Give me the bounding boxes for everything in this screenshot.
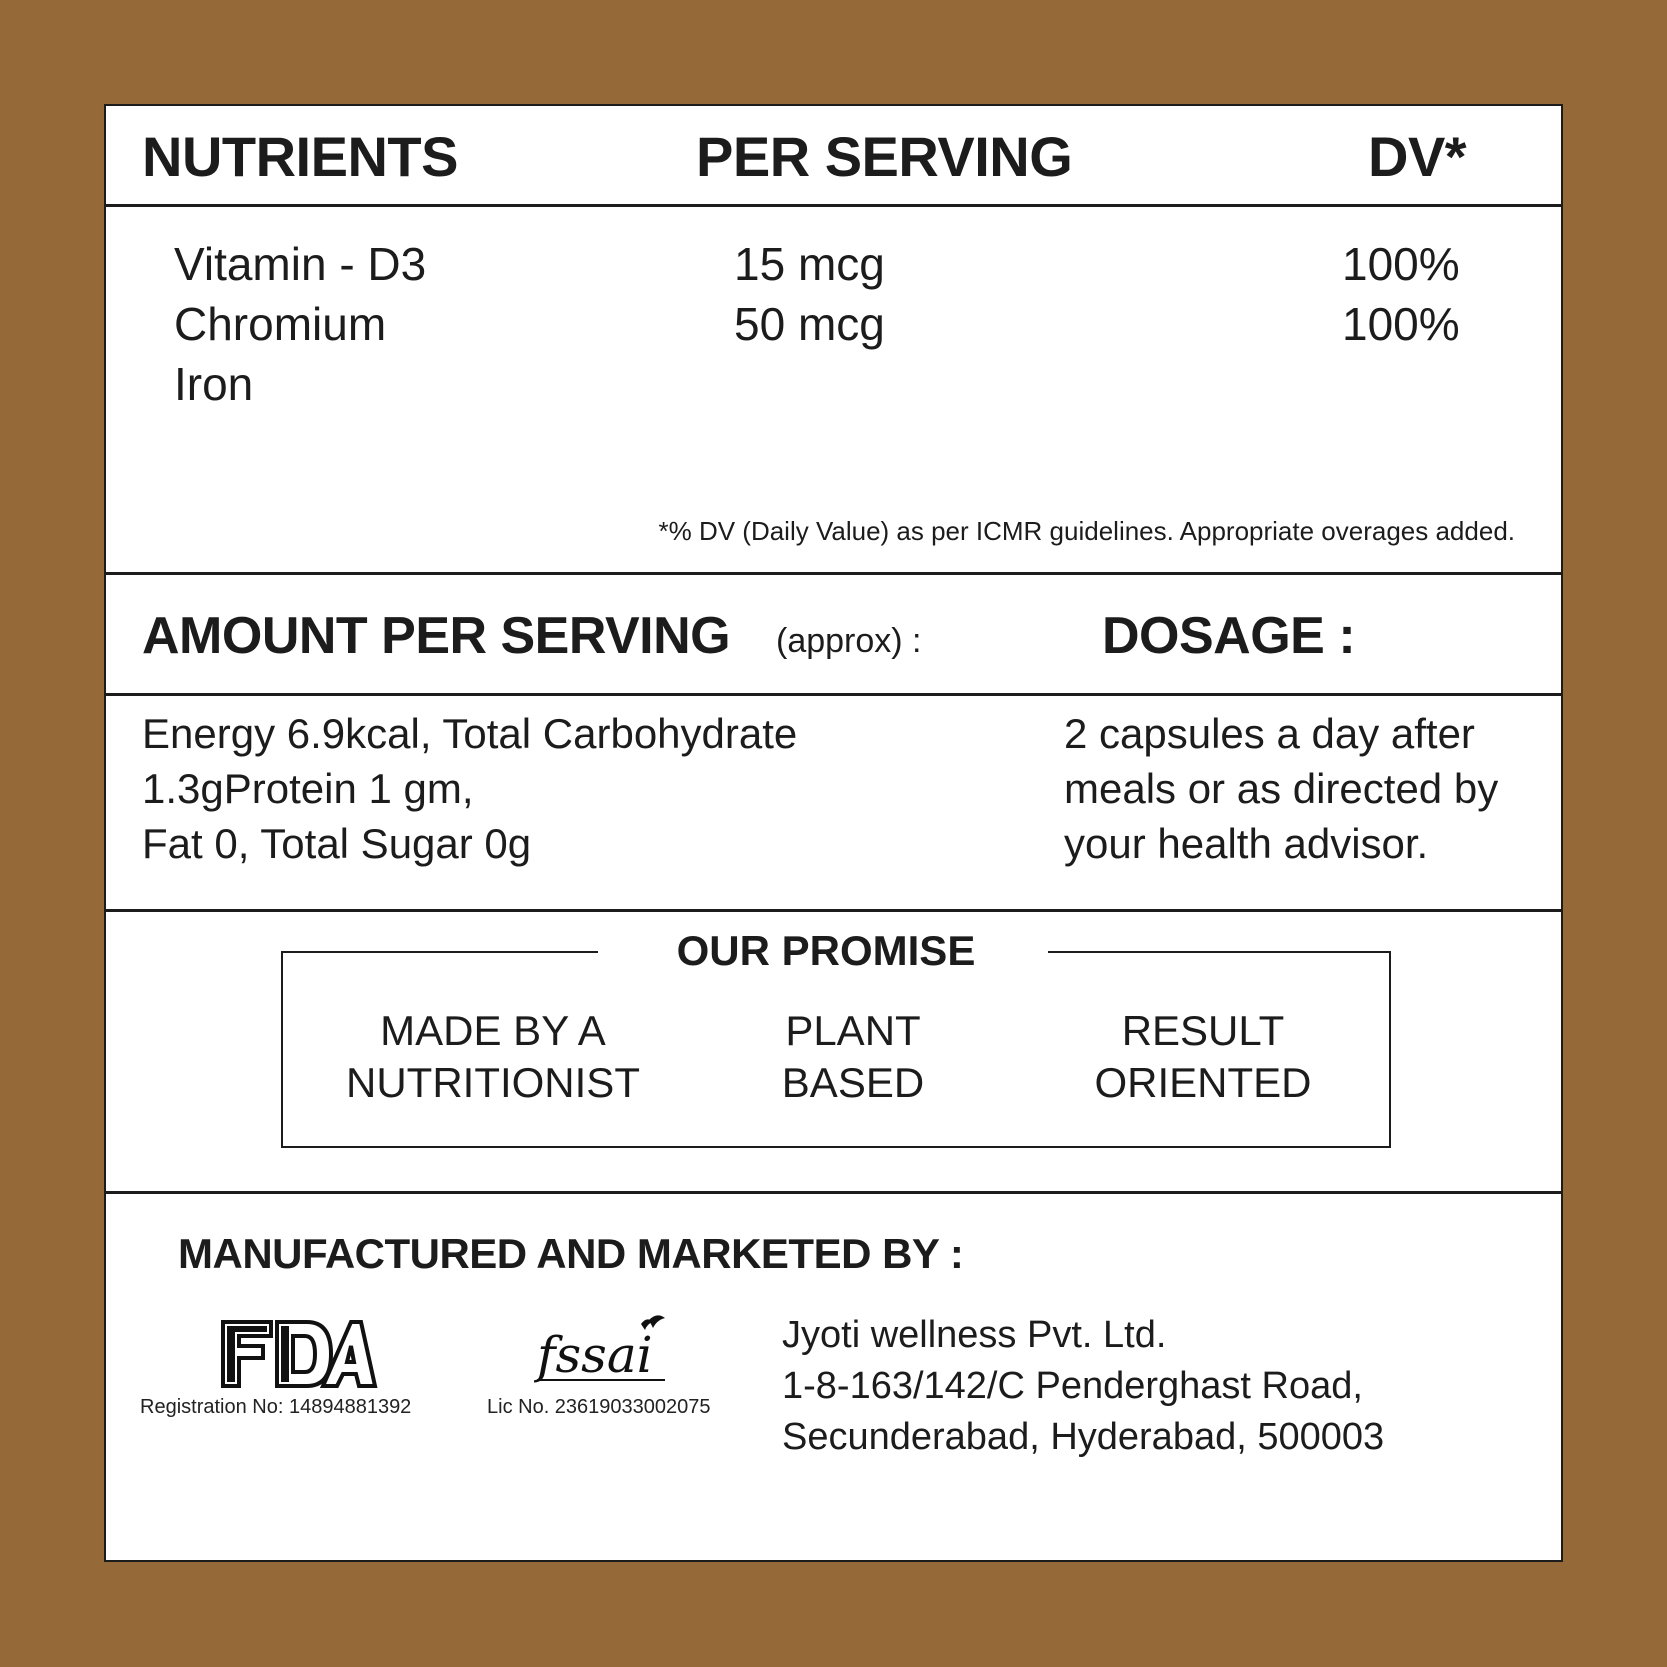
- fda-logo-icon: [219, 1318, 379, 1390]
- fssai-license: Lic No. 23619033002075: [487, 1396, 711, 1418]
- divider: [106, 693, 1561, 696]
- nutrient-amount: 50 mcg: [734, 298, 885, 350]
- header-per-serving: PER SERVING: [696, 125, 1073, 188]
- address-line: Jyoti wellness Pvt. Ltd.: [782, 1314, 1167, 1356]
- promise-item-line: MADE BY A: [380, 1007, 606, 1054]
- address-line: 1-8-163/142/C Penderghast Road,: [782, 1365, 1363, 1407]
- dosage-line: your health advisor.: [1064, 820, 1429, 867]
- amount-title: AMOUNT PER SERVING: [142, 607, 731, 665]
- nutrient-name: Iron: [174, 358, 254, 410]
- dosage-line: 2 capsules a day after: [1064, 710, 1475, 757]
- nutrient-name: Vitamin - D3: [174, 238, 427, 290]
- dosage-title: DOSAGE :: [1102, 607, 1356, 665]
- promise-item-line: PLANT: [785, 1007, 921, 1054]
- nutrient-name: Chromium: [174, 298, 387, 350]
- amount-line: Fat 0, Total Sugar 0g: [142, 820, 532, 867]
- dosage-line: meals or as directed by: [1064, 765, 1499, 812]
- promise-item: [323, 1005, 663, 1109]
- fda-registration: Registration No: 14894881392: [140, 1396, 412, 1418]
- address-line: Secunderabad, Hyderabad, 500003: [782, 1416, 1385, 1458]
- promise-item: [703, 1005, 1003, 1109]
- divider: [106, 1191, 1561, 1194]
- amount-line: 1.3gProtein 1 gm,: [142, 765, 474, 812]
- promise-item-line: RESULT: [1121, 1007, 1285, 1054]
- divider: [106, 572, 1561, 575]
- nutrient-dv: 100%: [1342, 238, 1460, 290]
- promise-item-line: BASED: [781, 1059, 925, 1106]
- promise-box: [281, 927, 1391, 1148]
- nutrient-dv: 100%: [1342, 298, 1460, 350]
- promise-item-line: ORIENTED: [1094, 1059, 1312, 1106]
- amount-line: Energy 6.9kcal, Total Carbohydrate: [142, 710, 798, 757]
- promise-item-line: NUTRITIONIST: [346, 1059, 640, 1106]
- svg-text:fssai: fssai: [537, 1326, 653, 1384]
- nutrient-amount: 15 mcg: [734, 238, 885, 290]
- header-dv: DV*: [1368, 125, 1467, 188]
- label-panel: [104, 104, 1563, 1562]
- promise-title: OUR PROMISE: [676, 927, 976, 974]
- dv-footnote: *% DV (Daily Value) as per ICMR guidelines. Appropriate overages added.: [658, 516, 1515, 546]
- header-nutrients: NUTRIENTS: [142, 125, 458, 188]
- divider: [106, 909, 1561, 912]
- approx-note: (approx) :: [776, 622, 922, 660]
- promise-item: [1053, 1005, 1353, 1109]
- dosage-text: [1064, 706, 1498, 871]
- divider: [106, 204, 1561, 207]
- amount-text: [142, 706, 797, 871]
- fssai-logo-icon: [531, 1310, 671, 1390]
- manufacturer-title: MANUFACTURED AND MARKETED BY :: [178, 1230, 964, 1277]
- manufacturer-address: [782, 1310, 1384, 1463]
